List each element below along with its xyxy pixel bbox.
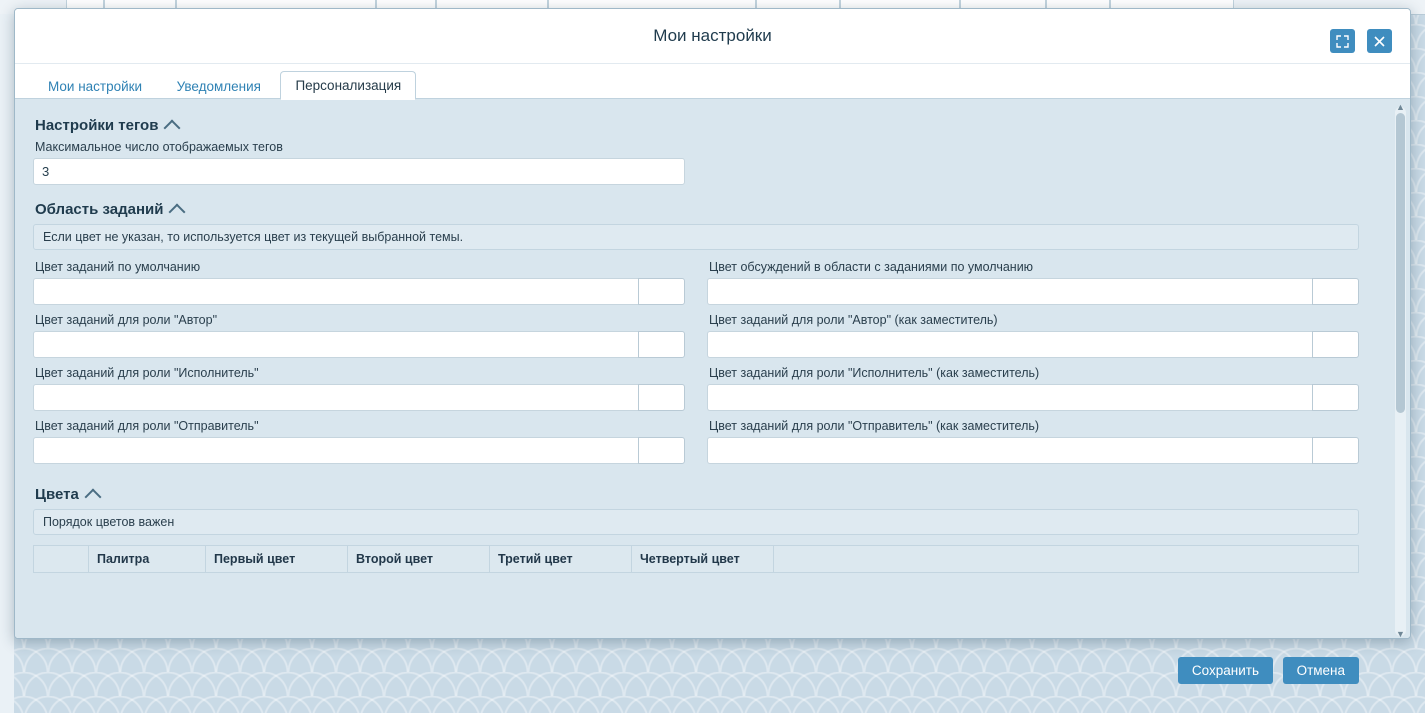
background-left-panel — [0, 14, 14, 713]
section-header-colors[interactable] — [35, 486, 1388, 503]
expand-icon[interactable] — [1330, 29, 1355, 53]
section-title-tasks-area: Область заданий — [35, 201, 164, 218]
settings-scrollbar[interactable] — [1395, 102, 1406, 639]
dialog-footer — [0, 639, 1425, 713]
settings-scroll-area — [33, 107, 1388, 639]
sender-deputy-color-swatch[interactable] — [1312, 437, 1359, 464]
chevron-up-icon — [169, 203, 186, 220]
executor-deputy-color-row — [707, 384, 1359, 411]
default-discussion-color-label: Цвет обсуждений в области с заданиями по умолчанию — [709, 260, 1034, 274]
chevron-up-icon — [164, 119, 181, 136]
sender-role-color-swatch[interactable] — [638, 437, 685, 464]
colors-table-header-row — [34, 546, 1359, 573]
my-settings-dialog — [14, 8, 1411, 639]
section-title-colors: Цвета — [35, 486, 79, 503]
author-role-color-label: Цвет заданий для роли "Автор" — [35, 313, 218, 327]
colors-notice: Порядок цветов важен — [33, 509, 1359, 535]
colors-col-rest — [774, 546, 1359, 573]
close-icon[interactable] — [1367, 29, 1392, 53]
dialog-header — [15, 9, 1410, 64]
default-task-color-row — [33, 278, 685, 305]
tab-bar — [15, 64, 1410, 99]
section-title-tags: Настройки тегов — [35, 117, 159, 134]
executor-deputy-color-input[interactable] — [707, 384, 1312, 411]
save-button[interactable]: Сохранить — [1178, 657, 1273, 684]
colors-col-first[interactable]: Первый цвет — [206, 546, 348, 573]
default-discussion-color-row — [707, 278, 1359, 305]
author-deputy-color-label: Цвет заданий для роли "Автор" (как заместитель) — [709, 313, 998, 327]
sender-deputy-color-row — [707, 437, 1359, 464]
tab-notifications[interactable]: Уведомления — [176, 79, 261, 94]
author-role-color-input[interactable] — [33, 331, 638, 358]
author-deputy-color-swatch[interactable] — [1312, 331, 1359, 358]
tasks-color-column-right — [707, 260, 1359, 472]
dialog-body — [15, 99, 1410, 639]
colors-col-fourth[interactable]: Четвертый цвет — [632, 546, 774, 573]
sender-deputy-color-label: Цвет заданий для роли "Отправитель" (как заместитель) — [709, 419, 1040, 433]
default-task-color-label: Цвет заданий по умолчанию — [35, 260, 201, 274]
tab-personalization[interactable]: Персонализация — [280, 71, 416, 100]
section-header-tags[interactable] — [35, 117, 1388, 134]
colors-col-select[interactable] — [34, 546, 89, 573]
colors-col-third[interactable]: Третий цвет — [490, 546, 632, 573]
default-task-color-swatch[interactable] — [638, 278, 685, 305]
tab-my-settings[interactable]: Мои настройки — [48, 79, 143, 94]
sender-role-color-row — [33, 437, 685, 464]
author-deputy-color-input[interactable] — [707, 331, 1312, 358]
sender-deputy-color-input[interactable] — [707, 437, 1312, 464]
tasks-color-grid — [33, 260, 1388, 472]
executor-role-color-input[interactable] — [33, 384, 638, 411]
max-tags-input[interactable] — [33, 158, 685, 185]
executor-role-color-swatch[interactable] — [638, 384, 685, 411]
executor-deputy-color-label: Цвет заданий для роли "Исполнитель" (как заместитель) — [709, 366, 1040, 380]
scrollbar-thumb[interactable] — [1396, 113, 1405, 413]
colors-col-palette[interactable]: Палитра — [89, 546, 206, 573]
chevron-up-icon — [84, 488, 101, 505]
tasks-color-column-left — [33, 260, 685, 472]
section-header-tasks-area[interactable] — [35, 201, 1388, 218]
cancel-button[interactable]: Отмена — [1283, 657, 1359, 684]
page-title: Мои настройки — [653, 26, 772, 45]
executor-deputy-color-swatch[interactable] — [1312, 384, 1359, 411]
default-discussion-color-swatch[interactable] — [1312, 278, 1359, 305]
author-role-color-swatch[interactable] — [638, 331, 685, 358]
sender-role-color-input[interactable] — [33, 437, 638, 464]
author-deputy-color-row — [707, 331, 1359, 358]
default-task-color-input[interactable] — [33, 278, 638, 305]
scroll-down-arrow-icon[interactable]: ▼ — [1396, 629, 1405, 639]
default-discussion-color-input[interactable] — [707, 278, 1312, 305]
max-tags-label: Максимальное число отображаемых тегов — [35, 140, 283, 154]
author-role-color-row — [33, 331, 685, 358]
sender-role-color-label: Цвет заданий для роли "Отправитель" — [35, 419, 259, 433]
colors-table — [33, 545, 1359, 573]
executor-role-color-label: Цвет заданий для роли "Исполнитель" — [35, 366, 259, 380]
scroll-up-arrow-icon[interactable]: ▲ — [1396, 102, 1405, 112]
executor-role-color-row — [33, 384, 685, 411]
colors-col-second[interactable]: Второй цвет — [348, 546, 490, 573]
tasks-area-notice: Если цвет не указан, то используется цвет из текущей выбранной темы. — [33, 224, 1359, 250]
